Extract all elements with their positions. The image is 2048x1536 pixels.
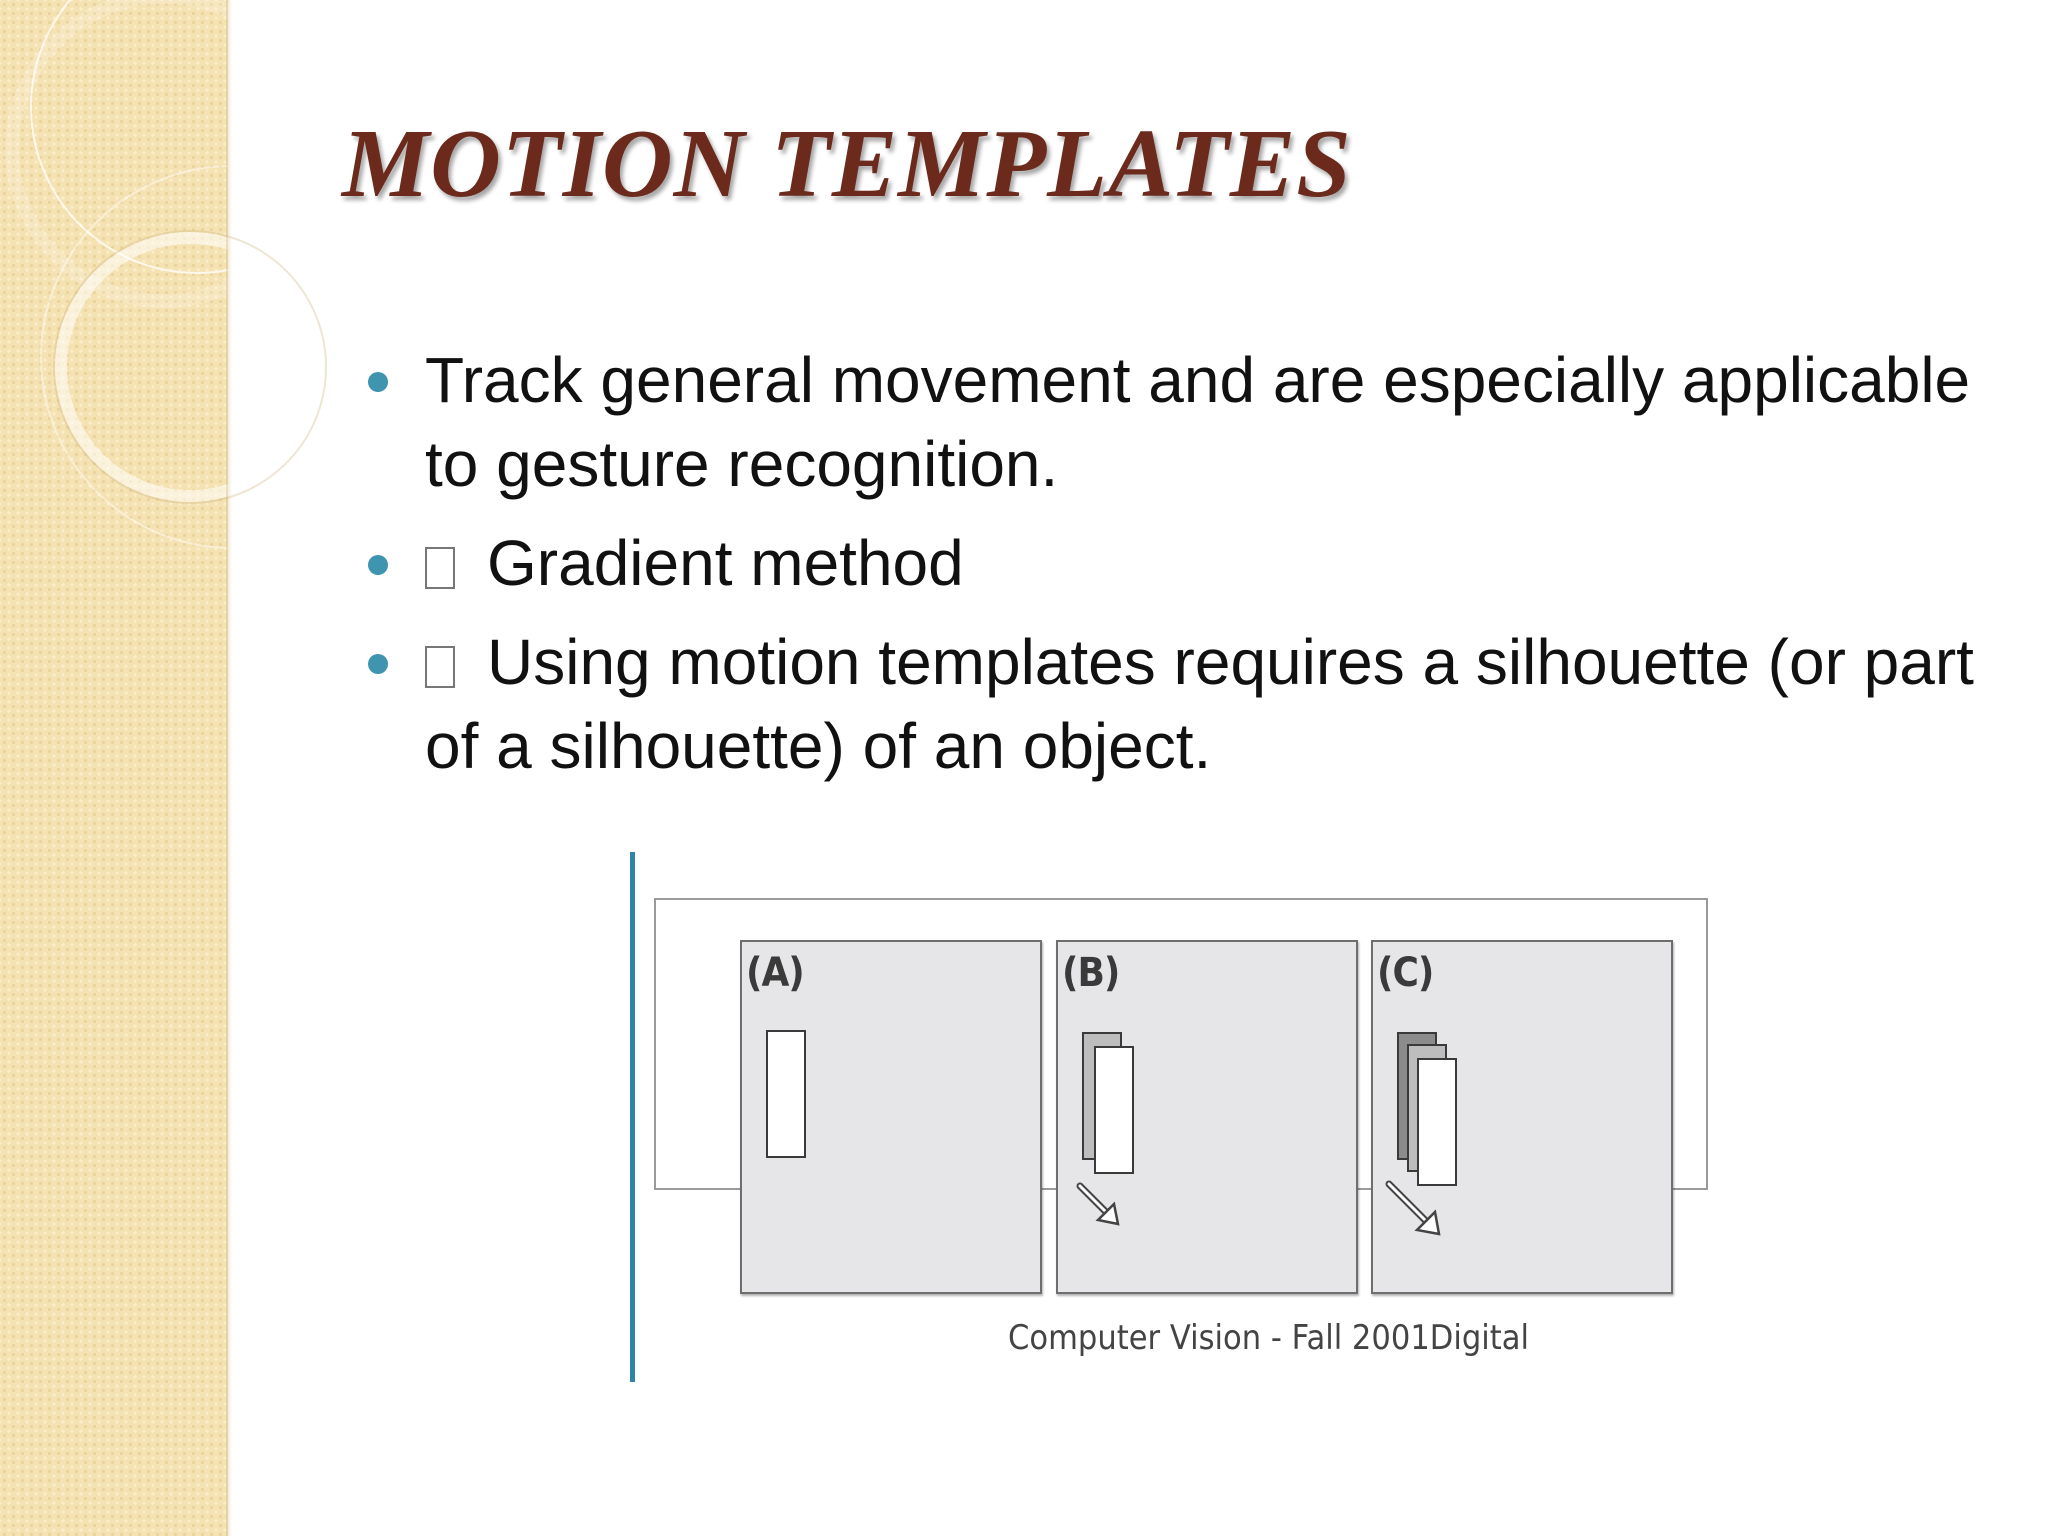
decorative-ring bbox=[55, 232, 325, 502]
panel-label: (B) bbox=[1062, 950, 1120, 996]
decorative-sidebar bbox=[0, 0, 228, 1536]
motion-arrow-icon bbox=[1383, 1178, 1445, 1240]
slide-title: MOTION TEMPLATES bbox=[342, 110, 1352, 218]
figure-panel-b bbox=[1056, 940, 1358, 1294]
bullet-text: Track general movement and are especially applicable to gesture recognition. bbox=[425, 344, 1971, 500]
figure-panel-c bbox=[1371, 940, 1673, 1294]
silhouette-current bbox=[1417, 1058, 1457, 1186]
bullet-dot-icon bbox=[368, 372, 388, 392]
bullet-text: Using motion templates requires a silhouette (or part of a silhouette) of an object. bbox=[425, 626, 1974, 782]
bullet-dot-icon bbox=[368, 654, 388, 674]
panel-label: (C) bbox=[1377, 950, 1434, 996]
bullet-item bbox=[360, 521, 2020, 605]
figure-frame bbox=[654, 898, 1708, 1190]
figure-caption: Computer Vision - Fall 2001Digital bbox=[1008, 1318, 1530, 1358]
bullet-text: Gradient method bbox=[487, 527, 964, 599]
figure-accent-rule bbox=[630, 852, 635, 1382]
motion-arrow-icon bbox=[1074, 1180, 1124, 1230]
missing-glyph-icon bbox=[425, 646, 455, 688]
silhouette bbox=[766, 1030, 806, 1158]
bullet-list bbox=[360, 338, 2020, 803]
missing-glyph-icon bbox=[425, 547, 455, 589]
bullet-item bbox=[360, 620, 2020, 788]
motion-template-figure bbox=[630, 852, 1710, 1382]
bullet-item bbox=[360, 338, 2020, 506]
sidebar-edge-shadow bbox=[226, 0, 232, 1536]
bullet-dot-icon bbox=[368, 555, 388, 575]
silhouette-current bbox=[1094, 1046, 1134, 1174]
panel-label: (A) bbox=[746, 950, 804, 996]
figure-panel-a bbox=[740, 940, 1042, 1294]
